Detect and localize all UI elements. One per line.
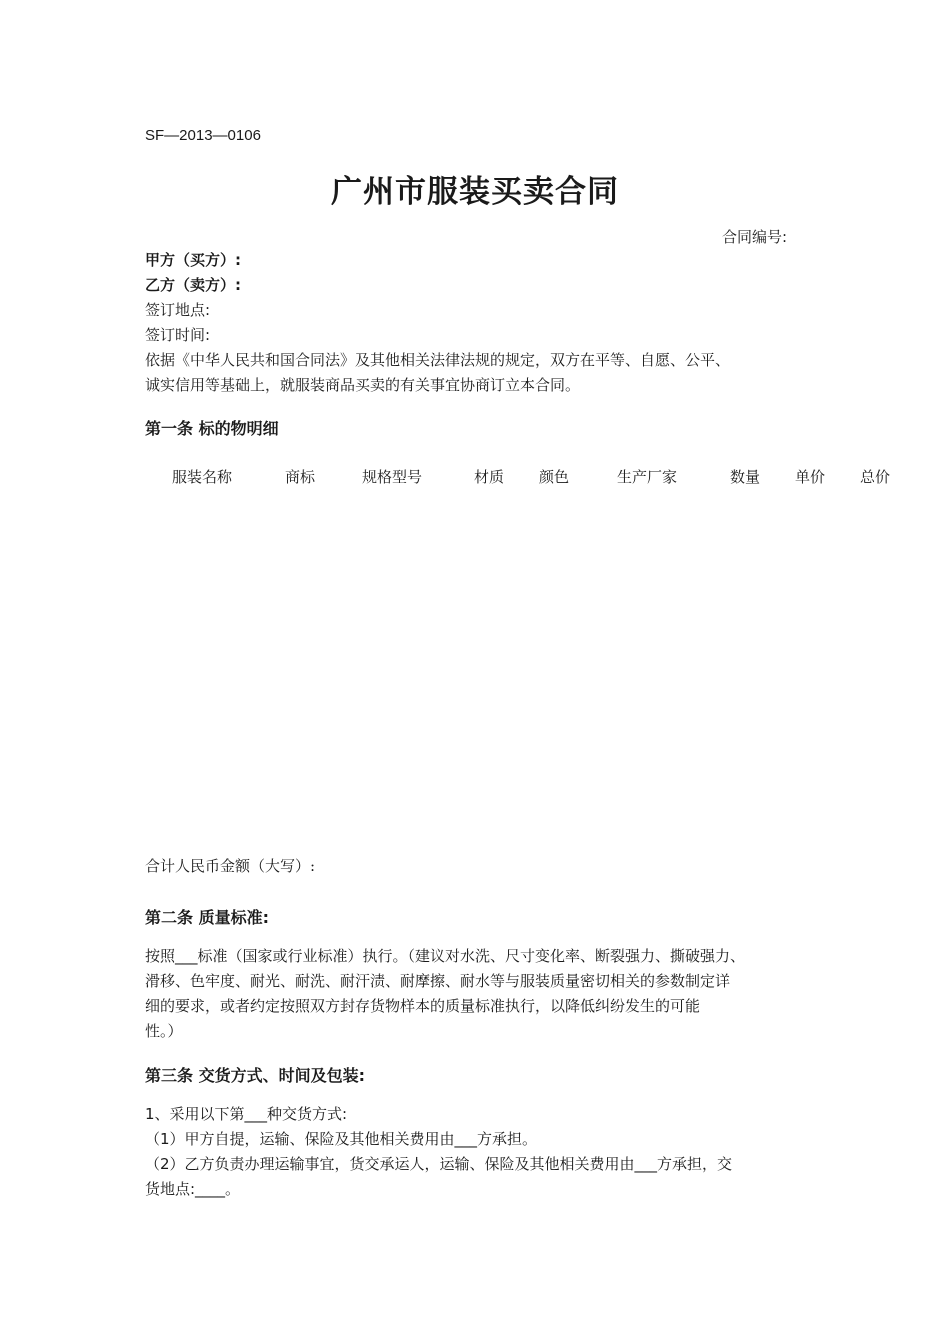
preamble-paragraph xyxy=(145,348,825,398)
article-3-paragraph xyxy=(145,1102,825,1202)
document-code: SF—2013—0106 xyxy=(145,127,261,144)
party-a-label: 甲方（买方）: xyxy=(145,251,241,269)
article-2-paragraph xyxy=(145,944,825,1044)
article-3-heading: 第三条 交货方式、时间及包装: xyxy=(145,1066,365,1085)
article-2-line: 滑移、色牢度、耐光、耐洗、耐汗渍、耐摩擦、耐水等与服装质量密切相关的参数制定详 xyxy=(145,972,731,990)
article-3-line: 1、采用以下第___种交货方式: xyxy=(145,1105,348,1123)
column-header-manufacturer: 生产厂家 xyxy=(617,468,678,486)
article-2-line: 细的要求，或者约定按照双方封存货物样本的质量标准执行，以降低纠纷发生的可能 xyxy=(145,997,701,1015)
column-header-material: 材质 xyxy=(474,468,505,486)
goods-table-header xyxy=(0,466,950,488)
article-3-line: 货地点:____。 xyxy=(145,1180,241,1198)
preamble-line: 诚实信用等基础上，就服装商品买卖的有关事宜协商订立本合同。 xyxy=(145,376,581,394)
article-1-heading: 第一条 标的物明细 xyxy=(145,419,279,438)
column-header-color: 颜色 xyxy=(539,468,570,486)
column-header-total-price: 总价 xyxy=(860,468,891,486)
article-3-line: （1）甲方自提，运输、保险及其他相关费用由___方承担。 xyxy=(145,1130,538,1148)
party-b-label: 乙方（卖方）: xyxy=(145,276,241,294)
article-2-heading: 第二条 质量标准: xyxy=(145,908,269,927)
column-header-quantity: 数量 xyxy=(730,468,761,486)
sign-place-label: 签订地点: xyxy=(145,301,211,319)
column-header-spec: 规格型号 xyxy=(362,468,423,486)
column-header-brand: 商标 xyxy=(285,468,316,486)
total-amount-label: 合计人民币金额（大写）: xyxy=(145,857,316,875)
article-2-line: 性。） xyxy=(145,1022,183,1040)
sign-time-label: 签订时间: xyxy=(145,326,211,344)
column-header-unit-price: 单价 xyxy=(795,468,826,486)
contract-number-label: 合同编号: xyxy=(722,228,788,246)
article-2-line: 按照___标准（国家或行业标准）执行。（建议对水洗、尺寸变化率、断裂强力、撕破强力、 xyxy=(145,947,746,965)
preamble-line: 依据《中华人民共和国合同法》及其他相关法律法规的规定，双方在平等、自愿、公平、 xyxy=(145,351,731,369)
contract-title: 广州市服装买卖合同 xyxy=(331,174,619,210)
column-header-name: 服装名称 xyxy=(172,468,233,486)
article-3-line: （2）乙方负责办理运输事宜，货交承运人，运输、保险及其他相关费用由___方承担，交 xyxy=(145,1155,733,1173)
